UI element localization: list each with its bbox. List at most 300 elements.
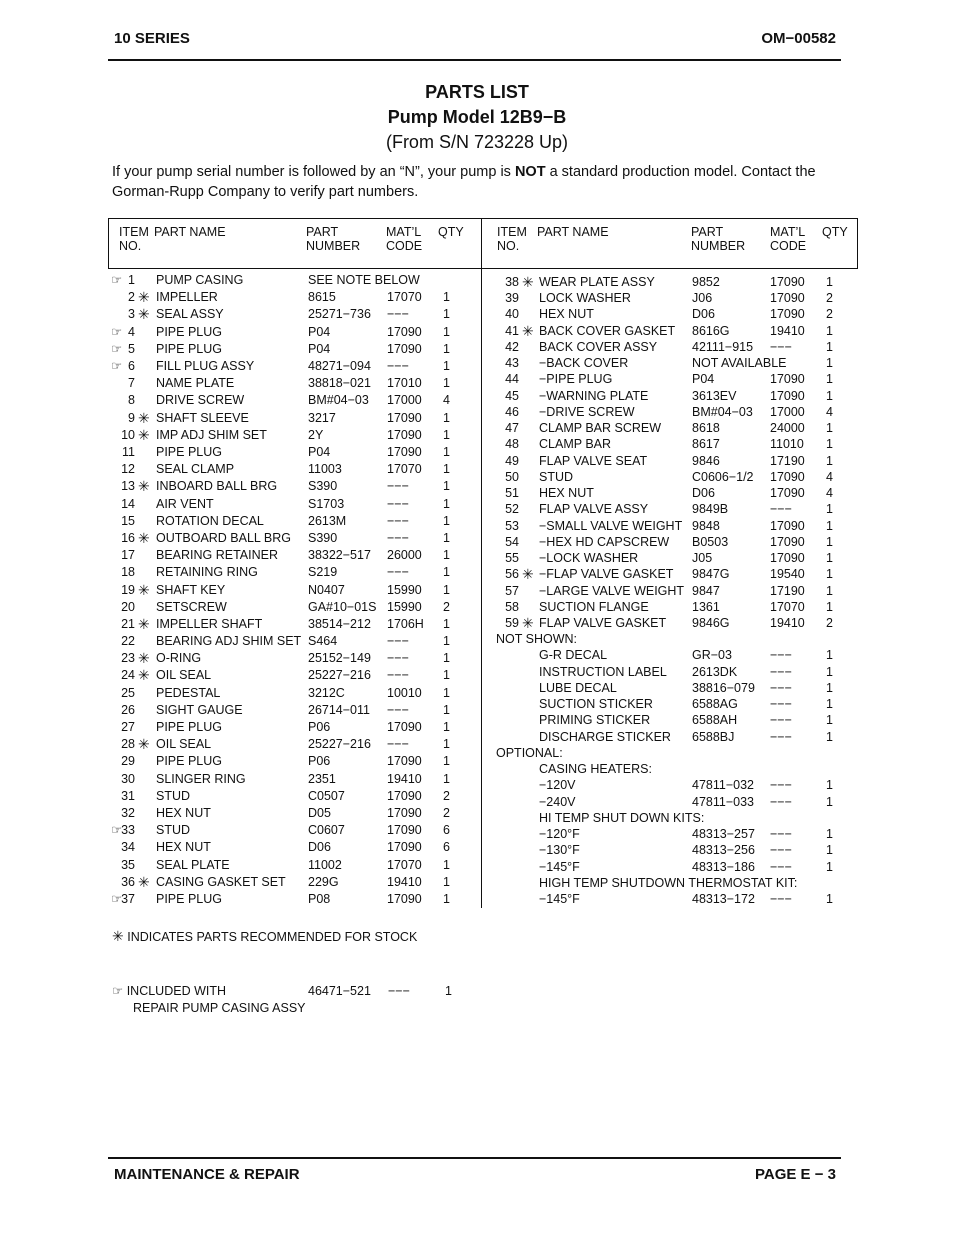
quantity: 1 — [443, 583, 450, 597]
material-code: 17090 — [387, 806, 422, 820]
part-number: S1703 — [308, 497, 345, 511]
part-number: 48313−172 — [692, 892, 755, 906]
part-name: −BACK COVER — [539, 356, 629, 370]
item-number: 35 — [121, 858, 135, 872]
material-code: 17090 — [387, 720, 422, 734]
material-code: 11010 — [770, 437, 804, 451]
part-name: −SMALL VALVE WEIGHT — [539, 519, 683, 533]
quantity: 1 — [443, 892, 450, 906]
quantity: 1 — [826, 600, 833, 614]
col-item-left: ITEM NO. — [119, 225, 149, 253]
part-name: CASING GASKET SET — [156, 875, 286, 889]
item-number: 3 — [128, 307, 135, 321]
quantity: 1 — [443, 325, 450, 339]
item-number: 17 — [121, 548, 135, 562]
material-code: 17090 — [770, 389, 805, 403]
item-number: 1 — [128, 273, 135, 287]
item-number: 27 — [121, 720, 135, 734]
item-number: 23 — [121, 651, 135, 665]
item-number: 46 — [505, 405, 519, 419]
part-name: WEAR PLATE ASSY — [539, 275, 655, 289]
material-code: −−− — [387, 634, 409, 648]
part-name: PUMP CASING — [156, 273, 244, 287]
part-number: 3217 — [308, 411, 336, 425]
material-code: −−− — [387, 651, 409, 665]
item-number: 24 — [121, 668, 135, 682]
material-code: 17090 — [387, 754, 422, 768]
part-number: 26714−011 — [308, 703, 370, 717]
part-name: SUCTION FLANGE — [539, 600, 649, 614]
col-qty-left: QTY — [438, 225, 464, 239]
quantity: 1 — [443, 497, 450, 511]
table-row — [0, 712, 954, 728]
part-name: PRIMING STICKER — [539, 713, 651, 727]
quantity: 2 — [443, 789, 450, 803]
table-row — [0, 290, 954, 306]
item-number: 16 — [121, 531, 135, 545]
item-number: 43 — [505, 356, 519, 370]
part-name: LOCK WASHER — [539, 291, 631, 305]
material-code: 17090 — [387, 325, 422, 339]
serial-range-title: (From S/N 723228 Up) — [385, 132, 569, 152]
table-row — [0, 891, 954, 907]
material-code: −−− — [770, 827, 792, 841]
col-part-left: PART NUMBER — [306, 225, 361, 253]
item-number: 39 — [505, 291, 519, 305]
part-number: 8618 — [692, 421, 720, 435]
material-code: 24000 — [770, 421, 805, 435]
part-name: −DRIVE SCREW — [539, 405, 635, 419]
part-number: SEE NOTE BELOW — [308, 273, 420, 287]
part-name: BACK COVER GASKET — [539, 324, 676, 338]
title-block — [0, 80, 954, 155]
table-row — [0, 794, 954, 810]
item-number: 55 — [505, 551, 519, 565]
section-title: NOT SHOWN: — [496, 632, 578, 646]
stock-note: ✳ INDICATES PARTS RECOMMENDED FOR STOCK — [112, 928, 418, 944]
part-name: FLAP VALVE SEAT — [539, 454, 648, 468]
asterisk-stock-icon: ✳ — [138, 289, 150, 305]
quantity: 1 — [826, 421, 833, 435]
item-number: 42 — [505, 340, 519, 354]
material-code: −−− — [387, 565, 409, 579]
section-label — [0, 631, 954, 647]
part-name: PIPE PLUG — [156, 892, 222, 906]
quantity: 2 — [826, 616, 833, 630]
pointing-hand-icon: ☞ — [111, 273, 123, 287]
material-code: 17090 — [387, 789, 422, 803]
material-code: 17090 — [387, 840, 422, 854]
part-name: IMPELLER — [156, 290, 218, 304]
asterisk-stock-icon: ✳ — [138, 582, 150, 598]
quantity: 1 — [826, 892, 833, 906]
quantity: 1 — [443, 290, 450, 304]
part-number: 25271−736 — [308, 307, 371, 321]
material-code: 17090 — [770, 470, 805, 484]
quantity: 1 — [826, 356, 833, 370]
item-number: 11 — [122, 445, 135, 459]
item-number: 4 — [128, 325, 135, 339]
material-code: 17090 — [387, 428, 422, 442]
quantity: 1 — [826, 519, 833, 533]
included-mat: −−− — [388, 984, 410, 998]
material-code: 17090 — [770, 291, 805, 305]
quantity: 1 — [443, 668, 450, 682]
material-code: −−− — [387, 703, 409, 717]
material-code: 17070 — [387, 858, 422, 872]
part-number: P06 — [308, 754, 331, 768]
part-number: 9852 — [692, 275, 720, 289]
item-number: 51 — [505, 486, 519, 500]
part-number: 9847G — [692, 567, 730, 581]
material-code: −−− — [770, 892, 792, 906]
part-number: 9848 — [692, 519, 720, 533]
part-number: C0507 — [308, 789, 345, 803]
page-title: PARTS LIST — [425, 82, 529, 102]
part-name: RETAINING RING — [156, 565, 258, 579]
pointing-hand-icon: ☞ — [111, 823, 123, 837]
part-number: 3613EV — [692, 389, 737, 403]
part-number: 9849B — [692, 502, 729, 516]
material-code: −−− — [387, 497, 409, 511]
quantity: 1 — [826, 324, 833, 338]
material-code: −−− — [770, 713, 792, 727]
quantity: 1 — [826, 437, 833, 451]
table-row — [0, 680, 954, 696]
table-row — [0, 420, 954, 436]
part-name: −FLAP VALVE GASKET — [539, 567, 674, 581]
table-row — [0, 518, 954, 534]
quantity: 1 — [826, 795, 833, 809]
material-code: −−− — [770, 795, 792, 809]
table-row — [0, 810, 954, 826]
part-number: 47811−033 — [692, 795, 754, 809]
part-name: SLINGER RING — [156, 772, 246, 786]
quantity: 4 — [826, 470, 833, 484]
item-number: 54 — [505, 535, 519, 549]
item-number: 25 — [121, 686, 135, 700]
part-name: BACK COVER ASSY — [539, 340, 658, 354]
item-number: 33 — [121, 823, 135, 837]
quantity: 1 — [443, 565, 450, 579]
part-name: SHAFT KEY — [156, 583, 226, 597]
part-name: STUD — [539, 470, 574, 484]
material-code: 17000 — [770, 405, 805, 419]
part-number: BM#04−03 — [692, 405, 753, 419]
quantity: 1 — [826, 502, 833, 516]
part-name: −PIPE PLUG — [539, 372, 613, 386]
item-number: 22 — [121, 634, 135, 648]
part-name: PIPE PLUG — [156, 325, 222, 339]
part-number: P04 — [308, 445, 331, 459]
part-number: S219 — [308, 565, 338, 579]
item-number: 20 — [121, 600, 135, 614]
part-name: FLAP VALVE GASKET — [539, 616, 667, 630]
included-part: 46471−521 — [308, 984, 371, 998]
table-row — [0, 501, 954, 517]
material-code: −−− — [387, 514, 409, 528]
part-number: 25227−216 — [308, 737, 371, 751]
item-number: 10 — [121, 428, 135, 442]
part-number: J06 — [692, 291, 713, 305]
intro-paragraph: If your pump serial number is followed by an “N”, your pump is NOT a standard production model. Contact the Gorman-Rupp Company to verify part numbers. — [112, 164, 816, 200]
table-row — [0, 664, 954, 680]
part-name: INSTRUCTION LABEL — [539, 665, 667, 679]
table-row — [0, 306, 954, 322]
part-name: −WARNING PLATE — [539, 389, 649, 403]
quantity: 1 — [826, 389, 833, 403]
item-number: 36 — [121, 875, 135, 889]
part-number: 2Y — [308, 428, 324, 442]
quantity: 1 — [443, 514, 450, 528]
material-code: −−− — [770, 502, 792, 516]
material-code: 19540 — [770, 567, 805, 581]
part-number: 6588AG — [692, 697, 738, 711]
item-number: 6 — [128, 359, 135, 373]
quantity: 1 — [826, 340, 833, 354]
pointing-hand-icon: ☞ — [111, 325, 123, 339]
quantity: 1 — [443, 754, 450, 768]
item-number: 44 — [505, 372, 519, 386]
material-code: 17090 — [770, 535, 805, 549]
item-number: 8 — [128, 393, 135, 407]
part-name: −240V — [539, 795, 576, 809]
pump-model-title: Pump Model 12B9−B — [387, 107, 567, 127]
asterisk-stock-icon: ✳ — [138, 478, 150, 494]
material-code: 10010 — [387, 686, 422, 700]
part-number: D05 — [308, 806, 331, 820]
table-row — [0, 469, 954, 485]
material-code: 17010 — [387, 376, 422, 390]
item-number: 29 — [121, 754, 135, 768]
part-number: 8617 — [692, 437, 720, 451]
item-number: 31 — [121, 789, 135, 803]
part-number: 2351 — [308, 772, 336, 786]
item-number: 50 — [505, 470, 519, 484]
table-row — [0, 599, 954, 615]
part-name: OIL SEAL — [156, 668, 212, 682]
table-row — [0, 615, 954, 631]
quantity: 1 — [443, 531, 450, 545]
included-note: ☞ INCLUDED WITH — [112, 984, 227, 998]
quantity: 6 — [443, 840, 450, 854]
item-number: 45 — [505, 389, 519, 403]
part-number: GR−03 — [692, 648, 732, 662]
part-name: PEDESTAL — [156, 686, 221, 700]
part-name: LUBE DECAL — [539, 681, 617, 695]
part-number: 229G — [308, 875, 339, 889]
part-name: −LOCK WASHER — [539, 551, 639, 565]
asterisk-stock-icon: ✳ — [112, 928, 124, 944]
material-code: 1706H — [387, 617, 424, 631]
quantity: 1 — [826, 551, 833, 565]
quantity: 1 — [443, 858, 450, 872]
pointing-hand-icon: ☞ — [112, 984, 124, 998]
pointing-hand-icon: ☞ — [111, 359, 123, 373]
part-number: 48313−257 — [692, 827, 755, 841]
part-name: FLAP VALVE ASSY — [539, 502, 649, 516]
material-code: −−− — [770, 778, 792, 792]
asterisk-stock-icon: ✳ — [138, 410, 150, 426]
material-code: 17090 — [770, 372, 805, 386]
part-name: DRIVE SCREW — [156, 393, 245, 407]
quantity: 1 — [443, 617, 450, 631]
material-code: −−− — [387, 531, 409, 545]
part-number: 2613M — [308, 514, 347, 528]
item-number: 37 — [121, 892, 135, 906]
material-code: 17070 — [387, 462, 422, 476]
part-name: −LARGE VALVE WEIGHT — [539, 584, 685, 598]
part-name: HEX NUT — [156, 840, 211, 854]
material-code: −−− — [770, 340, 792, 354]
part-number: 25152−149 — [308, 651, 371, 665]
part-name: NAME PLATE — [156, 376, 235, 390]
material-code: −−− — [770, 665, 792, 679]
pointing-hand-icon: ☞ — [111, 342, 123, 356]
part-name: STUD — [156, 789, 191, 803]
quantity: 1 — [826, 827, 833, 841]
table-row — [0, 323, 954, 339]
item-number: 32 — [121, 806, 135, 820]
table-row — [0, 534, 954, 550]
quantity: 1 — [443, 651, 450, 665]
item-number: 41 — [505, 324, 519, 338]
quantity: 1 — [443, 772, 450, 786]
quantity: 2 — [826, 291, 833, 305]
quantity: 1 — [443, 703, 450, 717]
quantity: 1 — [826, 275, 833, 289]
part-number: S390 — [308, 479, 338, 493]
part-number: C0606−1/2 — [692, 470, 754, 484]
item-number: 40 — [505, 307, 519, 321]
part-number: D06 — [308, 840, 331, 854]
asterisk-stock-icon: ✳ — [138, 736, 150, 752]
material-code: −−− — [770, 860, 792, 874]
quantity: 2 — [826, 307, 833, 321]
table-row — [0, 826, 954, 842]
asterisk-stock-icon: ✳ — [522, 615, 534, 631]
table-row — [0, 696, 954, 712]
item-number: 9 — [128, 411, 135, 425]
part-name: CLAMP BAR SCREW — [539, 421, 662, 435]
asterisk-stock-icon: ✳ — [138, 306, 150, 322]
asterisk-stock-icon: ✳ — [522, 566, 534, 582]
pointing-hand-icon: ☞ — [111, 892, 123, 906]
item-number: 58 — [505, 600, 519, 614]
material-code: 17090 — [770, 275, 805, 289]
part-name: HEX NUT — [539, 307, 594, 321]
quantity: 4 — [443, 393, 450, 407]
part-number: 9847 — [692, 584, 720, 598]
material-code: 17190 — [770, 454, 805, 468]
quantity: 4 — [826, 405, 833, 419]
table-row — [0, 339, 954, 355]
part-name: FILL PLUG ASSY — [156, 359, 255, 373]
part-number: P06 — [308, 720, 331, 734]
part-name: −HEX HD CAPSCREW — [539, 535, 670, 549]
item-number: 56 — [505, 567, 519, 581]
part-name: HEX NUT — [156, 806, 211, 820]
part-number: N0407 — [308, 583, 345, 597]
part-name: PIPE PLUG — [156, 342, 222, 356]
material-code: 17090 — [387, 411, 422, 425]
quantity: 1 — [443, 307, 450, 321]
quantity: 1 — [443, 548, 450, 562]
material-code: 17090 — [387, 445, 422, 459]
part-name: SEAL CLAMP — [156, 462, 235, 476]
material-code: 17090 — [387, 892, 422, 906]
quantity: 1 — [443, 428, 450, 442]
quantity: 1 — [443, 411, 450, 425]
table-row — [0, 404, 954, 420]
part-name: IMPELLER SHAFT — [156, 617, 263, 631]
part-number: P08 — [308, 892, 331, 906]
material-code: 26000 — [387, 548, 422, 562]
part-number: D06 — [692, 307, 715, 321]
col-name-right: PART NAME — [537, 225, 609, 239]
part-name: SEAL PLATE — [156, 858, 230, 872]
quantity: 1 — [826, 681, 833, 695]
part-number: 11003 — [308, 462, 342, 476]
item-number: 21 — [121, 617, 135, 631]
item-number: 30 — [121, 772, 135, 786]
quantity: 4 — [826, 486, 833, 500]
col-name-left: PART NAME — [154, 225, 226, 239]
part-name: AIR VENT — [156, 497, 214, 511]
asterisk-stock-icon: ✳ — [138, 650, 150, 666]
quantity: 1 — [826, 372, 833, 386]
asterisk-stock-icon: ✳ — [138, 874, 150, 890]
part-number: GA#10−01S — [308, 600, 377, 614]
part-name: CLAMP BAR — [539, 437, 612, 451]
part-number: 38818−021 — [308, 376, 371, 390]
item-number: 38 — [505, 275, 519, 289]
col-mat-right: MAT’L CODE — [770, 225, 807, 253]
part-name: −130°F — [539, 843, 580, 857]
item-number: 49 — [505, 454, 519, 468]
part-number: 25227−216 — [308, 668, 371, 682]
item-number: 48 — [505, 437, 519, 451]
part-name: −145°F — [539, 892, 580, 906]
part-number: S464 — [308, 634, 338, 648]
material-code: 17190 — [770, 584, 805, 598]
col-qty-right: QTY — [822, 225, 848, 239]
quantity: 1 — [443, 875, 450, 889]
part-number: 11002 — [308, 858, 342, 872]
quantity: 1 — [826, 697, 833, 711]
quantity: 1 — [826, 860, 833, 874]
table-row — [0, 761, 954, 777]
part-number: D06 — [692, 486, 715, 500]
table-row — [0, 274, 954, 290]
quantity: 2 — [443, 806, 450, 820]
part-name: STUD — [156, 823, 191, 837]
part-number: 48271−094 — [308, 359, 371, 373]
material-code: 17070 — [387, 290, 422, 304]
table-row — [0, 583, 954, 599]
table-row — [0, 777, 954, 793]
section-title: OPTIONAL: — [496, 746, 563, 760]
series-label: 10 SERIES — [114, 30, 190, 47]
quantity: 1 — [826, 843, 833, 857]
part-number: 38514−212 — [308, 617, 371, 631]
included-qty: 1 — [445, 984, 452, 998]
part-name: −120V — [539, 778, 576, 792]
item-number: 34 — [121, 840, 135, 854]
quantity: 1 — [443, 634, 450, 648]
col-mat-left: MAT’L CODE — [386, 225, 423, 253]
part-name: HIGH TEMP SHUTDOWN THERMOSTAT KIT: — [539, 876, 798, 890]
